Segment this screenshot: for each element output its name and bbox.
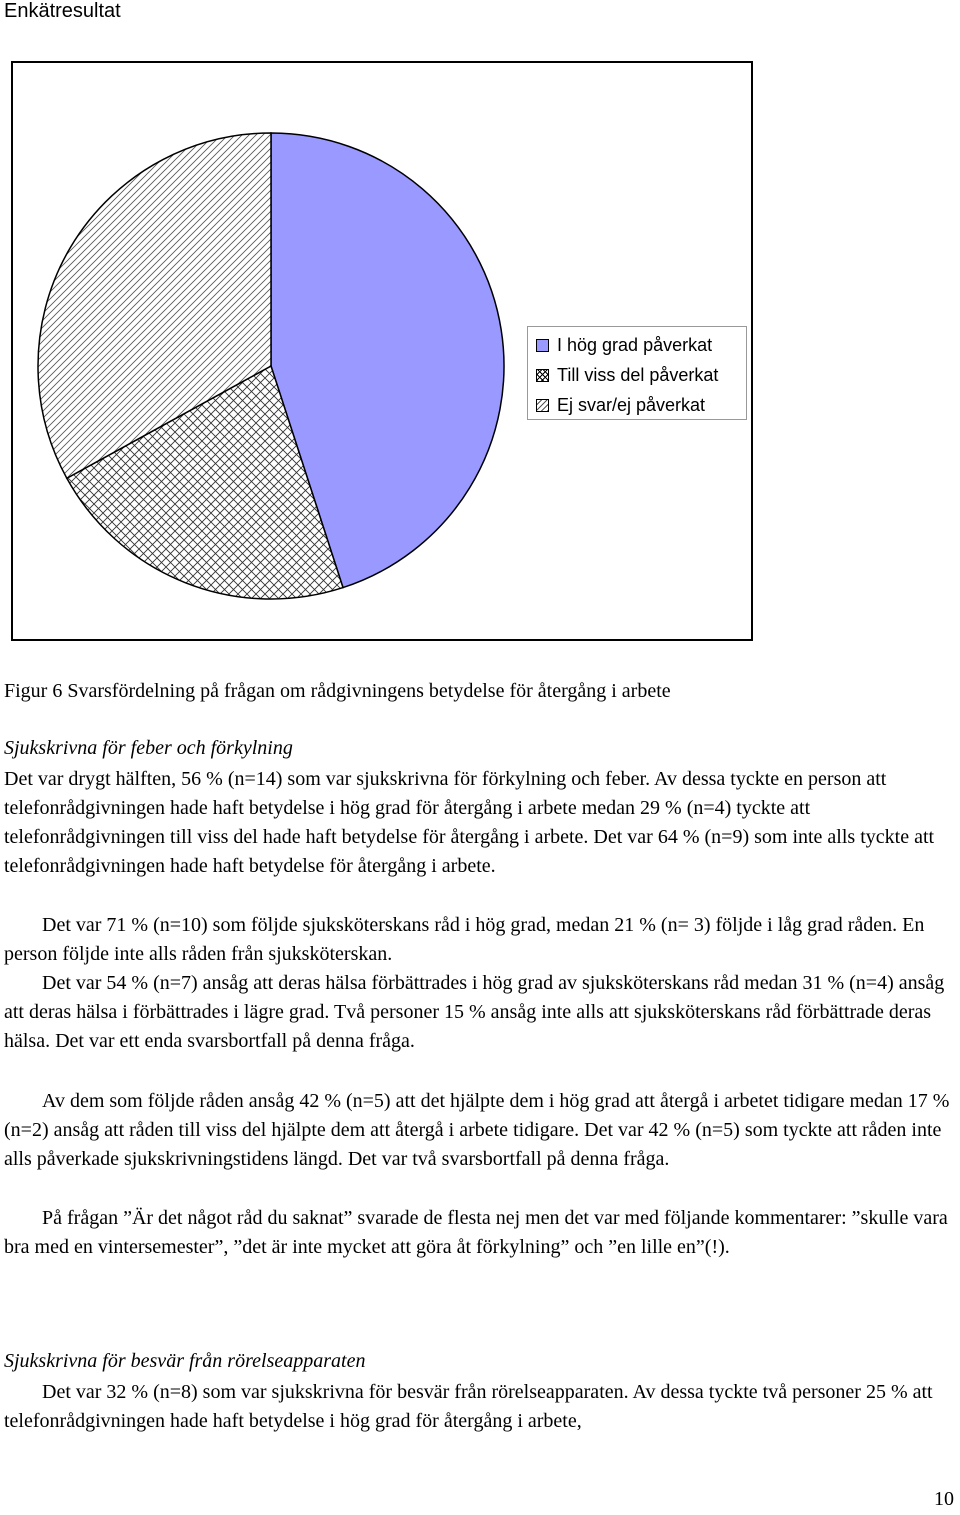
section-title: Sjukskrivna för feber och förkylning — [4, 737, 293, 759]
legend-label: Ej svar/ej påverkat — [557, 394, 706, 415]
chart-legend — [527, 326, 747, 420]
legend-label: Till viss del påverkat — [557, 364, 719, 385]
paragraph: Det var drygt hälften, 56 % (n=14) som var sjukskrivna för förkylning och feber. Av dessa tyckte en person att telefonrådgivningen hade haft betydelse i hög grad för återgång i arbete medan 29 % (n=4) tyckte att telefonrådgivningen till viss del hade haft betydelse för återgång i arbete. Det var 64 % (n=9) som inte alls tyckte att telefonrådgivningen hade haft betydelse för återgång i arbete. — [4, 768, 935, 877]
legend-item — [536, 393, 705, 417]
pie-chart — [11, 61, 753, 641]
paragraph: Det var 54 % (n=7) ansåg att deras hälsa förbättrades i hög grad av sjuksköterskans råd medan 31 % (n=4) ansåg att deras hälsa i förbättrades i lägre grad. Två personer 15 % ansåg inte alls att sjuksköterskans råd förbättrade deras hälsa. Det var ett enda svarsbortfall på denna fråga. — [4, 972, 945, 1052]
section-title: Sjukskrivna för besvär från rörelseapparaten — [4, 1350, 366, 1372]
legend-swatch — [536, 339, 549, 352]
legend-label: I hög grad påverkat — [557, 334, 713, 355]
page-number: 10 — [934, 1488, 954, 1510]
legend-item — [536, 333, 712, 357]
paragraph: Av dem som följde råden ansåg 42 % (n=5) att det hjälpte dem i hög grad att återgå i arbetet tidigare medan 17 % (n=2) ansåg att råden till viss del hjälpte dem att återgå i arbete tidigare. Det var 42 % (n=5) som tyckte att råden inte alls påverkade sjukskrivningstidens längd. Det var två svarsbortfall på denna fråga. — [4, 1090, 950, 1170]
paragraph: Det var 71 % (n=10) som följde sjuksköterskans råd i hög grad, medan 21 % (n= 3) följde i låg grad råden. En person följde inte alls råden från sjuksköterskan. — [4, 914, 925, 965]
legend-item — [536, 363, 718, 387]
page-header: Enkätresultat — [4, 0, 121, 22]
legend-swatch — [536, 369, 549, 382]
paragraph: Det var 32 % (n=8) som var sjukskrivna för besvär från rörelseapparaten. Av dessa tyckte två personer 25 % att telefonrådgivningen hade haft betydelse i hög grad för återgång i arbete, — [4, 1381, 933, 1432]
paragraph: På frågan ”Är det något råd du saknat” svarade de flesta nej men det var med följande kommentarer: ”skulle vara bra med en vintersemester”, ”det är inte mycket att göra åt förkylning” och ”en lille en”(!). — [4, 1207, 948, 1258]
legend-swatch — [536, 399, 549, 412]
figure-caption: Figur 6 Svarsfördelning på frågan om rådgivningens betydelse för återgång i arbete — [4, 680, 671, 702]
